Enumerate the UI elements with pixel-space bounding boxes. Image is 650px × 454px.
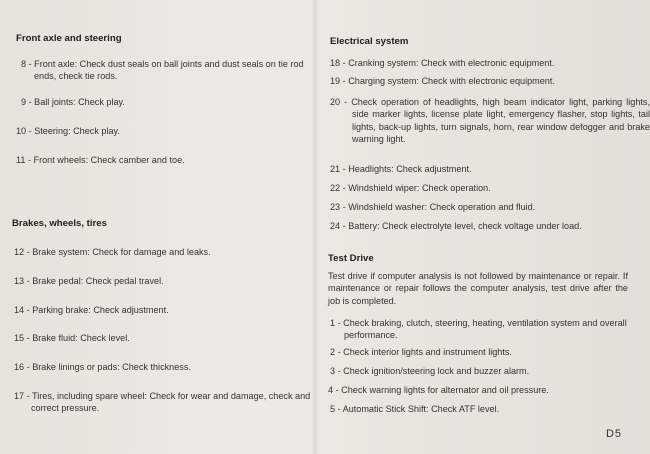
test-item-5: 5 - Automatic Stick Shift: Check ATF level. bbox=[330, 404, 500, 414]
list-item-11: 11 - Front wheels: Check camber and toe. bbox=[16, 155, 185, 165]
list-item-16: 16 - Brake linings or pads: Check thickness. bbox=[14, 362, 191, 372]
list-item-8: 8 - Front axle: Check dust seals on ball joints and dust seals on tie rod ends, check tie rods. bbox=[21, 59, 304, 82]
list-item-19: 19 - Charging system: Check with electronic equipment. bbox=[330, 76, 555, 86]
section-heading-test-drive: Test Drive bbox=[328, 253, 374, 264]
list-item-12: 12 - Brake system: Check for damage and leaks. bbox=[14, 247, 211, 257]
list-item-13: 13 - Brake pedal: Check pedal travel. bbox=[14, 276, 164, 286]
section-heading-electrical: Electrical system bbox=[330, 36, 409, 47]
list-item-9: 9 - Ball joints: Check play. bbox=[21, 97, 125, 107]
section-heading-brakes: Brakes, wheels, tires bbox=[12, 218, 107, 229]
list-item-22: 22 - Windshield wiper: Check operation. bbox=[330, 183, 491, 193]
list-item-10: 10 - Steering: Check play. bbox=[16, 126, 120, 136]
list-item-18: 18 - Cranking system: Check with electronic equipment. bbox=[330, 58, 555, 68]
test-item-2: 2 - Check interior lights and instrument lights. bbox=[330, 347, 512, 357]
section-heading-front-axle: Front axle and steering bbox=[16, 33, 122, 44]
list-item-17: 17 - Tires, including spare wheel: Check for wear and damage, check and correct pressure. bbox=[14, 391, 311, 414]
test-item-1: 1 - Check braking, clutch, steering, heating, ventilation system and overall performance. bbox=[330, 318, 627, 341]
list-item-20: 20 - Check operation of headlights, high beam indicator light, parking lights, side marker lights, license plate light, emergency flasher, stop lights, tail lights, back-up lights, turn signals, horn, rear window defogger and brake warning light. bbox=[330, 97, 650, 145]
list-item-15: 15 - Brake fluid: Check level. bbox=[14, 333, 130, 343]
test-item-3: 3 - Check ignition/steering lock and buzzer alarm. bbox=[330, 366, 530, 376]
test-item-4: 4 - Check warning lights for alternator and oil pressure. bbox=[328, 385, 549, 395]
list-item-24: 24 - Battery: Check electrolyte level, check voltage under load. bbox=[330, 221, 582, 231]
list-item-21: 21 - Headlights: Check adjustment. bbox=[330, 164, 472, 174]
page-number: D5 bbox=[605, 428, 622, 440]
test-drive-intro: Test drive if computer analysis is not followed by maintenance or repair. If maintenance or repair follows the computer analysis, test drive after the job is completed. bbox=[328, 271, 628, 306]
list-item-23: 23 - Windshield washer: Check operation and fluid. bbox=[330, 202, 536, 212]
list-item-14: 14 - Parking brake: Check adjustment. bbox=[14, 305, 169, 315]
